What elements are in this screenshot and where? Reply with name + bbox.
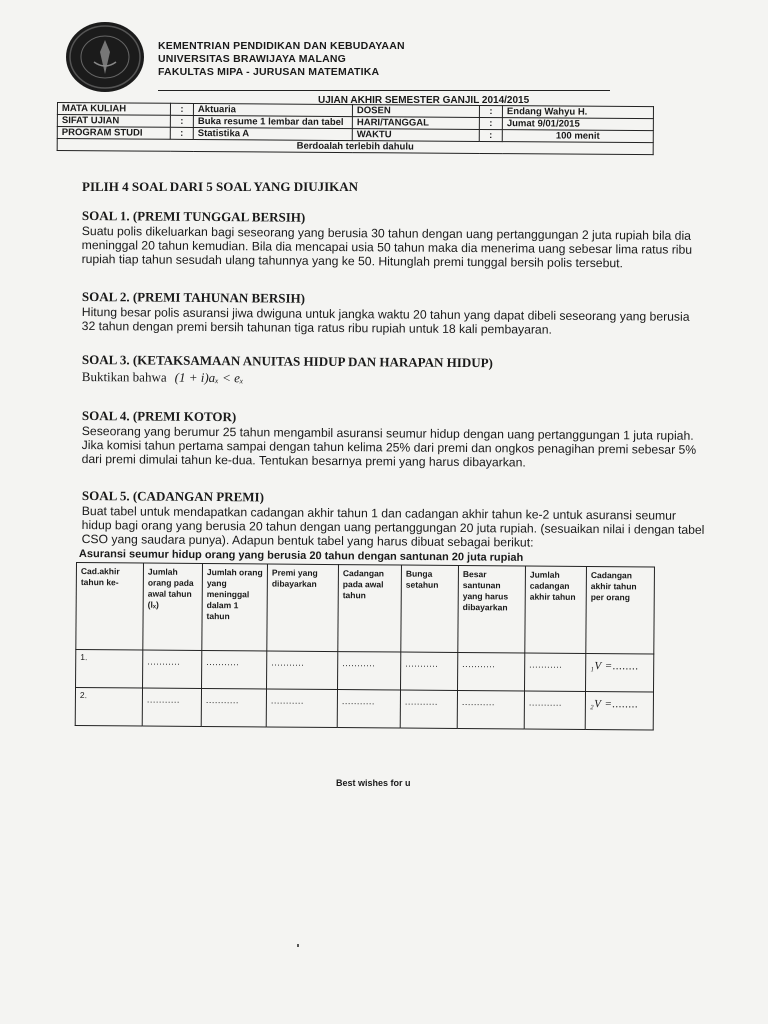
question-5-title: SOAL 5. (CADANGAN PREMI): [81, 488, 264, 505]
value-sifat-ujian: Buka resume 1 lembar dan tabel: [193, 115, 352, 128]
column-header: Bunga setahun: [401, 565, 459, 652]
label-waktu: WAKTU: [352, 129, 479, 142]
question-5: SOAL 5. (CADANGAN PREMI) Buat tabel untuk mendapatkan cadangan akhir tahun 1 dan cadangan akhir tahun ke-2 untuk asuransi seumur hidup bagi orang yang berusia 20 tahun dengan uang pertanggungan 20 juta rupiah. (sesuaikan nilai i dengan tabel CSO yang saudara punya). Adapun bentuk tabel yang harus dibuat sebagai berikut:: [82, 488, 732, 551]
table-row: 2. ........... ........... ........... ........... ........... ........... ........... ₂V =........: [75, 688, 653, 731]
prayer-note: Berdoalah terlebih dahulu: [57, 139, 653, 155]
value-waktu: 100 menit: [502, 130, 653, 143]
question-4: SOAL 4. (PREMI KOTOR) Seseorang yang berumur 25 tahun mengambil asuransi seumur hidup dengan uang pertanggungan 1 juta rupiah. Jika komisi tahun pertama sampai dengan tahun kelima 25% dari premi dan ongkos penagihan premi sebesar 5% dari premi dimulai tahun ke-dua. Tentukan besarnya premi yang harus dibayarkan.: [82, 408, 732, 471]
label-program-studi: PROGRAM STUDI: [57, 127, 170, 140]
column-header: Premi yang dibayarkan: [267, 564, 339, 652]
exam-title: UJIAN AKHIR SEMESTER GANJIL 2014/2015: [318, 95, 530, 106]
reserve-v1: ₁V =........: [590, 660, 639, 673]
table-row: 1. ........... ........... ........... ........... ........... ........... ........... ₁V =........: [76, 650, 654, 693]
university-seal-icon: [66, 22, 144, 92]
ministry-name: KEMENTRIAN PENDIDIKAN DAN KEBUDAYAAN: [158, 40, 405, 52]
instruction-heading: PILIH 4 SOAL DARI 5 SOAL YANG DIUJIKAN: [82, 179, 359, 194]
question-2-title: SOAL 2. (PREMI TAHUNAN BERSIH): [81, 289, 306, 306]
column-header: Cadangan akhir tahun per orang: [586, 567, 655, 655]
column-header: Jumlah orang pada awal tahun (lₓ): [143, 563, 203, 650]
value-hari-tanggal: Jumat 9/01/2015: [502, 118, 653, 131]
value-mata-kuliah: Aktuaria: [193, 103, 352, 116]
value-program-studi: Statistika A: [193, 127, 352, 140]
label-hari-tanggal: HARI/TANGGAL: [352, 117, 479, 130]
question-3: SOAL 3. (KETAKSAMAAN ANUITAS HIDUP DAN HARAPAN HIDUP) Buktikan bahwa (1 + i)aₓ < eₓ: [82, 352, 732, 389]
header-divider: [158, 90, 610, 91]
reserve-v2: ₂V =........: [589, 698, 639, 711]
faculty-name: FAKULTAS MIPA - JURUSAN MATEMATIKA: [158, 66, 380, 78]
column-header: Cadangan pada awal tahun: [338, 565, 402, 652]
value-dosen: Endang Wahyu H.: [502, 106, 653, 119]
reserve-table-header: [76, 563, 655, 655]
scan-speck: [297, 944, 299, 947]
inequality-formula: (1 + i)aₓ < eₓ: [174, 369, 244, 386]
column-header: Besar santunan yang harus dibayarkan: [458, 566, 526, 654]
reserve-table: [75, 562, 655, 731]
question-1-title: SOAL 1. (PREMI TUNGGAL BERSIH): [81, 208, 306, 225]
university-name: UNIVERSITAS BRAWIJAYA MALANG: [158, 53, 347, 65]
question-1: SOAL 1. (PREMI TUNGGAL BERSIH) Suatu polis dikeluarkan bagi seseorang yang berusia 30 tahun dengan uang pertanggungan 2 juta rupiah bila dia meninggal 20 tahun kemudian. Bila dia mencapai usia 50 tahun maka dia menerima uang sebesar lima ratus ribu rupiah tiap tahun sesudah ulang tahunnya yang ke 50. Hitunglah premi tunggal bersih polis tersebut.: [82, 208, 732, 271]
label-sifat-ujian: SIFAT UJIAN: [57, 115, 170, 128]
closing-note: Best wishes for u: [336, 778, 411, 788]
column-header: Jumlah orang yang meninggal dalam 1 tahun: [202, 563, 268, 651]
institution-block: [158, 40, 405, 79]
column-header: Cad.akhir tahun ke-: [76, 563, 144, 651]
question-4-title: SOAL 4. (PREMI KOTOR): [81, 408, 237, 425]
reserve-table-title: Asuransi seumur hidup orang yang berusia 20 tahun dengan santunan 20 juta rupiah: [78, 548, 524, 564]
label-mata-kuliah: MATA KULIAH: [57, 103, 170, 116]
column-header: Jumlah cadangan akhir tahun: [525, 566, 587, 653]
question-2: SOAL 2. (PREMI TAHUNAN BERSIH) Hitung besar polis asuransi jiwa dwiguna untuk jangka waktu 20 tahun yang dapat dibeli seseorang yang berusia 32 tahun dengan premi bersih tahunan tiga ratus ribu rupiah untuk 18 kali pembayaran.: [82, 289, 732, 338]
exam-info-table: MATA KULIAH : Aktuaria DOSEN : Endang Wahyu H. SIFAT UJIAN : Buka resume 1 lembar dan tabel HARI/TANGGAL : Jumat 9/01/2015 PROGRAM STUDI : Statistika A WAKTU : 100 menit Berdoalah terlebih dahulu: [57, 102, 654, 155]
question-3-title: SOAL 3. (KETAKSAMAAN ANUITAS HIDUP DAN HARAPAN HIDUP): [81, 352, 493, 371]
label-dosen: DOSEN: [352, 105, 479, 118]
